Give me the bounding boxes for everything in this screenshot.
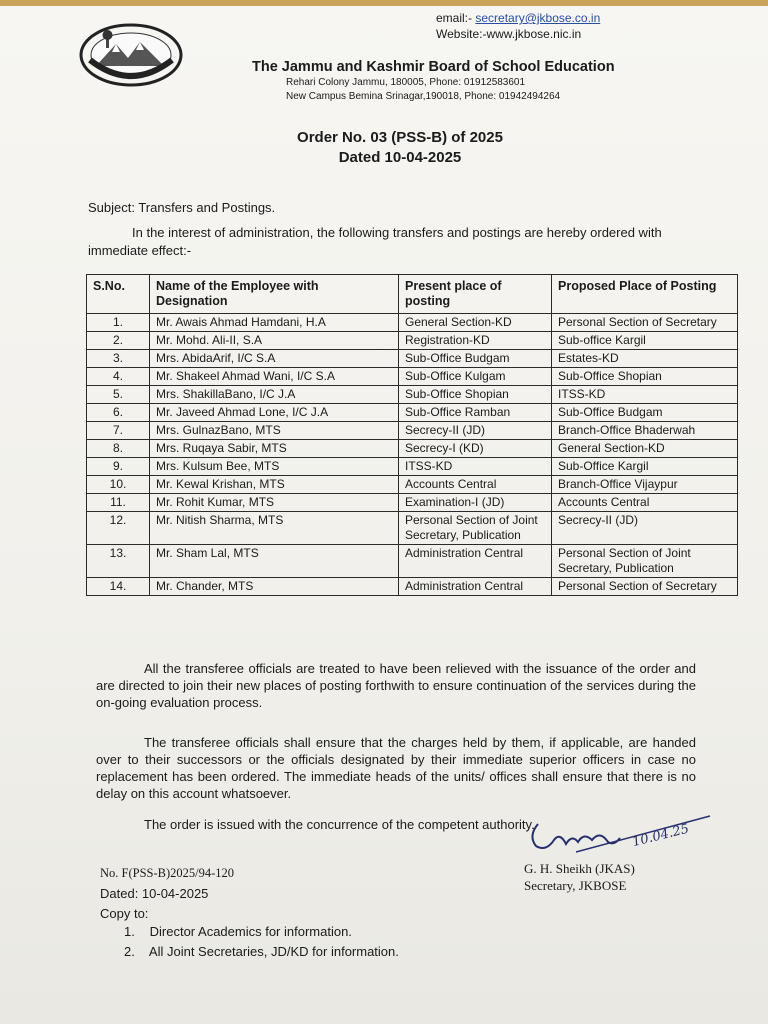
table-row <box>87 404 738 422</box>
handwritten-signature <box>520 812 720 862</box>
cell-proposed-place: Sub-Office Kargil <box>552 458 738 476</box>
cell-proposed-place: Branch-Office Vijaypur <box>552 476 738 494</box>
order-number: Order No. 03 (PSS-B) of 2025 <box>297 129 503 146</box>
cell-present-place: Sub-Office Budgam <box>399 350 552 368</box>
copy-number: 2. <box>124 944 135 959</box>
email-link[interactable]: secretary@jkbose.co.in <box>475 11 601 25</box>
cell-employee: Mr. Kewal Krishan, MTS <box>150 476 399 494</box>
file-number: No. F(PSS-B)2025/94-120 <box>100 866 235 880</box>
cell-present-place: Secrecy-I (KD) <box>399 440 552 458</box>
cell-employee: Mr. Chander, MTS <box>150 578 399 596</box>
table-row <box>87 494 738 512</box>
signatory-block <box>524 860 635 894</box>
table-row <box>87 440 738 458</box>
email-label: email:- <box>436 11 473 25</box>
email-line <box>436 10 736 26</box>
cell-proposed-place: Sub-Office Budgam <box>552 404 738 422</box>
cell-employee: Mr. Javeed Ahmad Lone, I/C J.A <box>150 404 399 422</box>
contact-block <box>436 10 736 42</box>
header-proposed-place: Proposed Place of Posting <box>552 275 738 314</box>
cell-employee: Mrs. GulnazBano, MTS <box>150 422 399 440</box>
top-edge-strip <box>0 0 768 6</box>
copy-number: 1. <box>124 924 135 939</box>
address-srinagar: New Campus Bemina Srinagar,190018, Phone: 01942494264 <box>286 91 561 102</box>
subject-line: Subject: Transfers and Postings. <box>88 200 276 215</box>
order-date: Dated 10-04-2025 <box>338 149 462 166</box>
cell-proposed-place: Estates-KD <box>552 350 738 368</box>
cell-employee: Mr. Awais Ahmad Hamdani, H.A <box>150 314 399 332</box>
cell-sno: 9. <box>87 458 150 476</box>
copy-recipient: Director Academics for information. <box>149 924 352 939</box>
organization-block <box>252 58 672 104</box>
cell-present-place: Administration Central <box>399 545 552 578</box>
table-row <box>87 350 738 368</box>
cell-present-place: Accounts Central <box>399 476 552 494</box>
footer-date: Dated: 10-04-2025 <box>100 886 209 901</box>
cell-sno: 5. <box>87 386 150 404</box>
cell-present-place: Sub-Office Shopian <box>399 386 552 404</box>
cell-proposed-place: General Section-KD <box>552 440 738 458</box>
cell-present-place: Examination-I (JD) <box>399 494 552 512</box>
cell-employee: Mrs. Ruqaya Sabir, MTS <box>150 440 399 458</box>
cell-proposed-place: Branch-Office Bhaderwah <box>552 422 738 440</box>
cell-present-place: Secrecy-II (JD) <box>399 422 552 440</box>
cell-sno: 6. <box>87 404 150 422</box>
copy-to-list <box>124 922 399 962</box>
header-employee: Name of the Employee with Designation <box>150 275 399 314</box>
cell-sno: 7. <box>87 422 150 440</box>
cell-employee: Mr. Nitish Sharma, MTS <box>150 512 399 545</box>
address-jammu: Rehari Colony Jammu, 180005, Phone: 01912583601 <box>286 77 526 88</box>
cell-proposed-place: Personal Section of Joint Secretary, Publication <box>552 545 738 578</box>
cell-present-place: Sub-Office Kulgam <box>399 368 552 386</box>
cell-sno: 11. <box>87 494 150 512</box>
cell-proposed-place: Secrecy-II (JD) <box>552 512 738 545</box>
organization-name: The Jammu and Kashmir Board of School Education <box>252 59 615 75</box>
relieved-paragraph: All the transferee officials are treated to have been relieved with the issuance of the order and are directed to join their new places of posting forthwith to ensure continuation of the services during the on-going evaluation process. <box>96 661 696 710</box>
table-row <box>87 458 738 476</box>
cell-present-place: Administration Central <box>399 578 552 596</box>
charges-paragraph: The transferee officials shall ensure that the charges held by them, if applicable, are handed over to their successors or the officials designated by their immediate superior officers in case no replacement has been ordered. The immediate heads of the units/ offices shall ensure that there is no delay on this account whatsoever. <box>96 735 696 801</box>
table-row <box>87 422 738 440</box>
table-row <box>87 314 738 332</box>
order-heading <box>270 128 530 168</box>
cell-present-place: Personal Section of Joint Secretary, Publication <box>399 512 552 545</box>
cell-sno: 14. <box>87 578 150 596</box>
cell-proposed-place: Accounts Central <box>552 494 738 512</box>
cell-proposed-place: Sub-Office Shopian <box>552 368 738 386</box>
cell-employee: Mr. Mohd. Ali-II, S.A <box>150 332 399 350</box>
signatory-name: G. H. Sheikh (JKAS) <box>524 861 635 876</box>
cell-sno: 2. <box>87 332 150 350</box>
table-row <box>87 545 738 578</box>
header-present-place: Present place of posting <box>399 275 552 314</box>
table-row <box>87 512 738 545</box>
cell-present-place: Registration-KD <box>399 332 552 350</box>
copy-to-label: Copy to: <box>100 906 149 921</box>
table-row <box>87 578 738 596</box>
transfers-table <box>86 274 738 596</box>
table-row <box>87 368 738 386</box>
cell-sno: 8. <box>87 440 150 458</box>
list-item <box>124 922 399 942</box>
cell-present-place: General Section-KD <box>399 314 552 332</box>
cell-proposed-place: Personal Section of Secretary <box>552 578 738 596</box>
cell-sno: 10. <box>87 476 150 494</box>
cell-proposed-place: ITSS-KD <box>552 386 738 404</box>
table-row <box>87 476 738 494</box>
intro-paragraph: In the interest of administration, the following transfers and postings are hereby ordered with immediate effect:- <box>88 225 662 258</box>
cell-proposed-place: Personal Section of Secretary <box>552 314 738 332</box>
header-sno: S.No. <box>87 275 150 314</box>
cell-employee: Mrs. AbidaArif, I/C S.A <box>150 350 399 368</box>
table-row <box>87 386 738 404</box>
concurrence-paragraph: The order is issued with the concurrence of the competent authority. <box>144 817 535 832</box>
cell-sno: 12. <box>87 512 150 545</box>
cell-sno: 3. <box>87 350 150 368</box>
signature-date: 10.04.25 <box>630 821 691 851</box>
cell-sno: 4. <box>87 368 150 386</box>
cell-present-place: ITSS-KD <box>399 458 552 476</box>
cell-proposed-place: Sub-office Kargil <box>552 332 738 350</box>
cell-employee: Mr. Sham Lal, MTS <box>150 545 399 578</box>
copy-recipient: All Joint Secretaries, JD/KD for information. <box>148 944 399 959</box>
website-line: Website:-www.jkbose.nic.in <box>436 27 582 41</box>
table-row <box>87 332 738 350</box>
cell-sno: 13. <box>87 545 150 578</box>
table-header-row <box>87 275 738 314</box>
cell-employee: Mr. Rohit Kumar, MTS <box>150 494 399 512</box>
cell-present-place: Sub-Office Ramban <box>399 404 552 422</box>
cell-employee: Mrs. ShakillaBano, I/C J.A <box>150 386 399 404</box>
jkbose-emblem <box>78 22 184 88</box>
signatory-designation: Secretary, JKBOSE <box>524 878 627 893</box>
cell-employee: Mr. Shakeel Ahmad Wani, I/C S.A <box>150 368 399 386</box>
list-item <box>124 942 399 962</box>
cell-sno: 1. <box>87 314 150 332</box>
cell-employee: Mrs. Kulsum Bee, MTS <box>150 458 399 476</box>
